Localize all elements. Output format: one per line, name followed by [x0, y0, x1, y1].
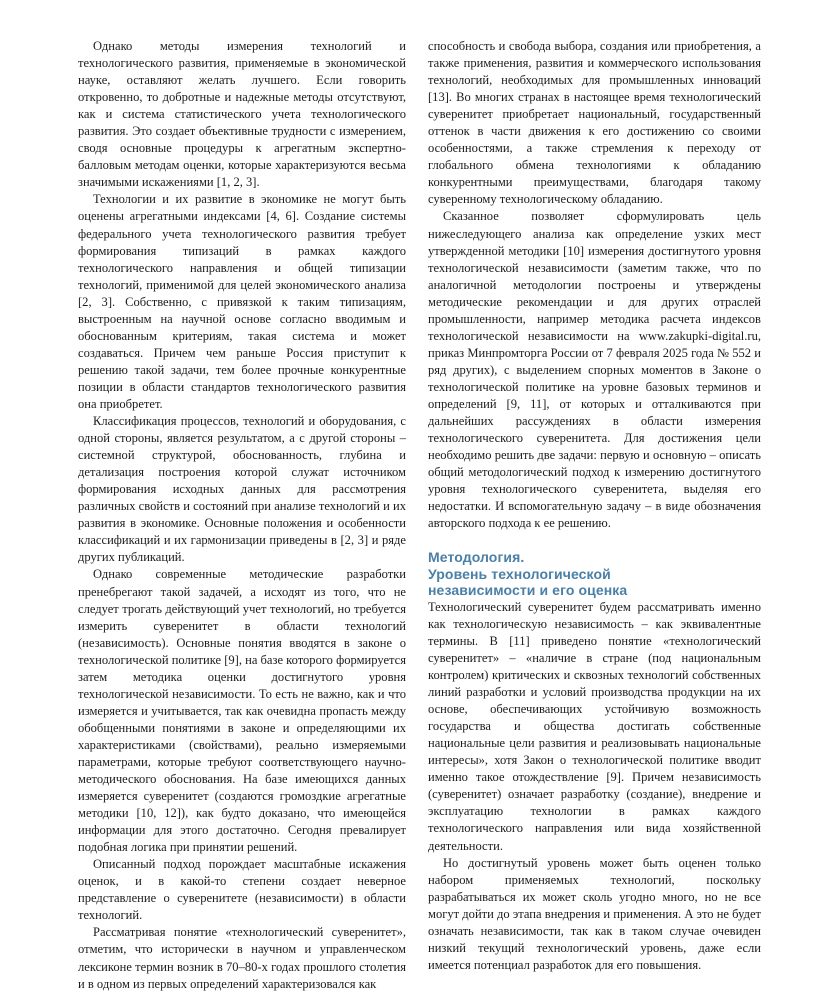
paragraph: Технологический суверенитет будем рассматривать именно как технологическую независимость – как эквивалентные термины. В [11] приведено понятие «технологический суверенитет» – «наличие в стране (под национальным контролем) критических и сквозных технологий собственных линий разработки и условий производства продукции на их основе, обеспечивающих устойчивую возможность государства и общества достигать собственные национальные цели развития и реализовывать национальные интересы», хотя Закон о технологической политике вводит именно такое отождествление [9]. Причем независимость (суверенитет) означает разработку (создание), внедрение и эксплуатацию технологии в рамках каждого технологического направления или вида хозяйственной деятельности. [428, 599, 761, 853]
paragraph: Сказанное позволяет сформулировать цель нижеследующего анализа как определение узких мест утвержденной методики [10] измерения достигнутого уровня технологической независимости (заметим также, что по аналогичной методологии построены и утверждены методические рекомендации и для других отраслей промышленности, например методика расчета индексов технологической независимости на www.zakupki-digital.ru, приказ Минпромторга России от 7 февраля 2025 года № 552 и ряд других), с выделением спорных моментов в Законе о технологической политике на уровне базовых терминов и определений [9, 11], от которых и отталкиваются при дальнейших рассуждениях в области измерения технологического суверенитета. Для достижения цели необходимо решить две задачи: первую и основную – описать общий методологический подход к измерению достигнутого уровня технологического суверенитета, выделяя его недостатки. И вспомогательную задачу – в виде обозначения авторского подхода к ее решению. [428, 209, 761, 531]
paragraph: Однако современные методические разработки пренебрегают такой задачей, а исходят из того, что не следует трогать действующий учет технологий, но требуется измерить суверенитет в области технологий (независимость). Основные понятия вводятся в законе о технологической политике [9], на базе которого формируется затем методика оценки достигнутого уровня технологической независимости. То есть не важно, как и что измеряется и учитывается, так как очевидна пропасть между обобщенными понятиями в законе и определяющими их характеристиками (свойствами), реально измеряемыми параметрами, которые требуют соответствующего научно-методического обоснования. На базе имеющихся данных измеряется суверенитет (создаются громоздкие агрегатные методики [10, 12]), как будто доказано, что имеющейся информации для этого достаточно. Сегодня превалирует подобная логика при принятии решений. [78, 567, 406, 855]
paragraph: Однако методы измерения технологий и технологического развития, применяемые в экономической науке, оставляют желать лучшего. Если говорить откровенно, то добротные и надежные методы отсутствуют, как и система статистического учета технологического развития. Это создает объективные трудности с измерением, сводя основные процедуры к агрегатным экспертно-балловым методам оценки, которые характеризуются весьма значимыми искажениями [1, 2, 3]. [78, 39, 406, 190]
paragraph: Классификация процессов, технологий и оборудования, с одной стороны, является результатом, а с другой стороны – системной структурой, обоснованность, глубина и детализация построения которой служат источником формирования исходных данных для рассмотрения различных свойств и состояний при анализе технологий и их развития в экономике. Основные положения и особенности классификаций и их гармонизации приведены в [2, 3] и ряде других публикаций. [78, 414, 406, 565]
paragraph: Но достигнутый уровень может быть оценен только набором применяемых технологий, поскольку разрабатываться их может сколь угодно много, но не все могут дойти до этапа внедрения и применения. А это не будет означать независимости, так как в таком случае очевиден низкий текущий технологический уровень, даже если имеется потенциал разработок для его повышения. [428, 855, 761, 972]
left-column [78, 38, 406, 993]
section-heading [428, 549, 761, 599]
section-heading-line: Уровень технологической [428, 565, 611, 582]
paragraph: Рассматривая понятие «технологический суверенитет», отметим, что исторически в научном и управленческом лексиконе термин возник в 70–80-х годах прошлого столетия и в одном из первых определений характеризовался как [78, 925, 406, 991]
right-column [428, 38, 761, 974]
paragraph: Технологии и их развитие в экономике не могут быть оценены агрегатными индексами [4, 6]. Создание системы федерального учета технологического развития требует формирования типизаций в рамках каждого технологического направления и общей типизации технологий, применимой для целей экономического анализа [2, 3]. Собственно, с привязкой к таким типизациям, выстроенным на научной основе согласно вводимым и обоснованным критериям, такая система и может создаваться. Причем чем раньше Россия приступит к решению такой задачи, тем более прочные конкурентные позиции в области стандартов технологического развития она приобретет. [78, 192, 406, 411]
section-heading-line: независимости и его оценка [428, 582, 628, 599]
section-heading-line: Методология. [428, 549, 525, 566]
paragraph: Описанный подход порождает масштабные искажения оценок, и в какой-то степени создает неверное представление о суверенитете (независимости) в области технологий. [78, 857, 406, 923]
paragraph-continued: способность и свобода выбора, создания или приобретения, а также применения, развития и коммерческого использования технологий, необходимых для промышленных инноваций [13]. Во многих странах в настоящее время технологический суверенитет приобретает национальный, государственный оттенок в части движения к его достижению со своими особенностями, а также стремления к переходу от глобального обмена технологиями к обладанию конкурентными преимуществами, благодаря такому суверенному технологическому обладанию. [428, 39, 761, 207]
